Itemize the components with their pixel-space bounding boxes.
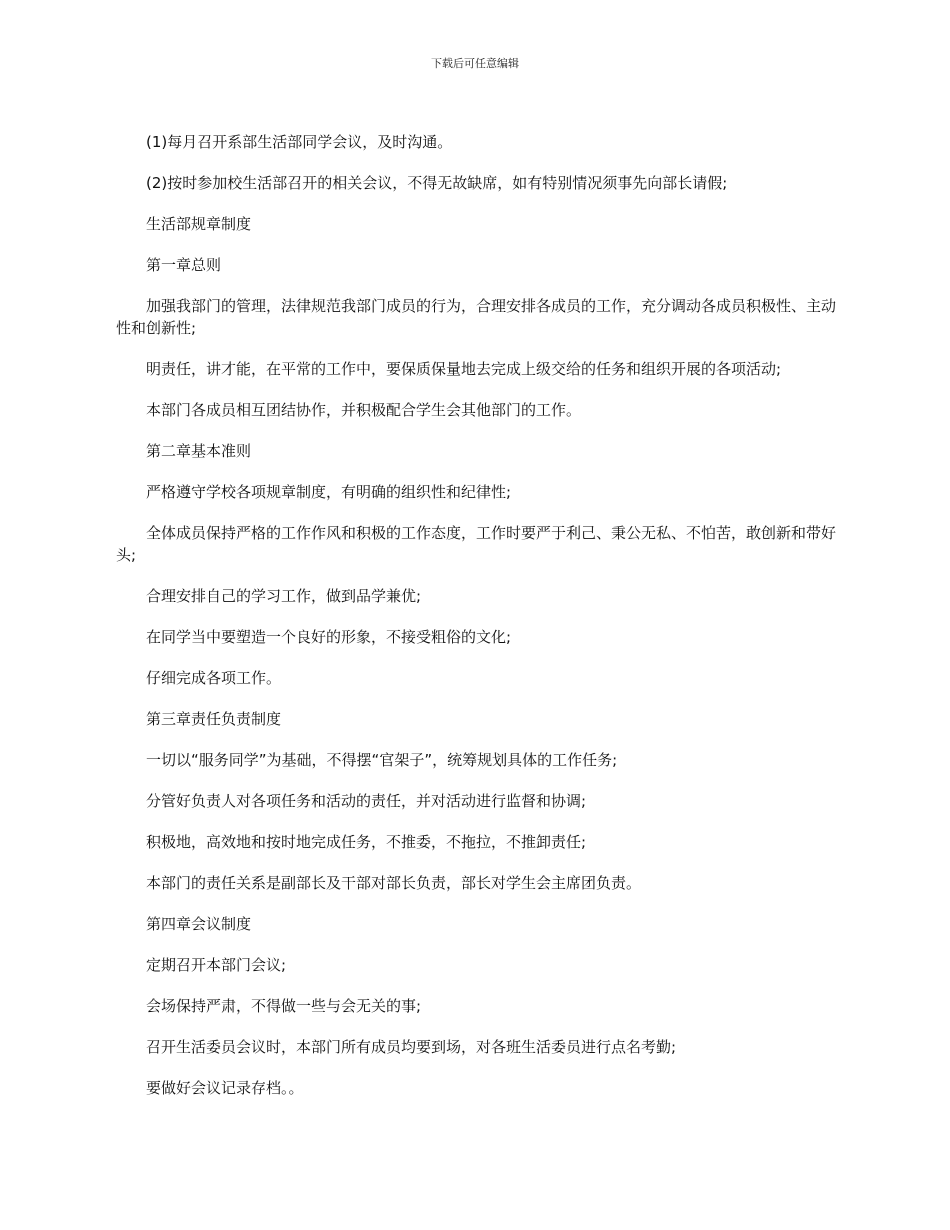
paragraph-20: 定期召开本部门会议; bbox=[146, 956, 287, 974]
paragraph-5: 加强我部门的管理，法律规范我部门成员的行为，合理安排各成员的工作，充分调动各成员积极性、主动性和创新性; bbox=[116, 297, 837, 337]
paragraph-7: 本部门各成员相互团结协作，并积极配合学生会其他部门的工作。 bbox=[146, 401, 582, 419]
paragraph-11: 合理安排自己的学习工作，做到品学兼优; bbox=[146, 587, 422, 605]
paragraph-2: (2)按时参加校生活部召开的相关会议，不得无故缺席，如有特别情况须事先向部长请假; bbox=[146, 174, 728, 192]
paragraph-23: 要做好会议记录存档。。 bbox=[146, 1079, 304, 1097]
chapter-2-heading: 第二章基本准则 bbox=[146, 442, 252, 460]
paragraph-12: 在同学当中要塑造一个良好的形象，不接受粗俗的文化; bbox=[146, 628, 512, 646]
paragraph-1: (1)每月召开系部生活部同学会议，及时沟通。 bbox=[146, 133, 453, 151]
paragraph-17: 积极地，高效地和按时地完成任务，不推委，不拖拉，不推卸责任; bbox=[146, 833, 587, 851]
page-header-note: 下载后可任意编辑 bbox=[431, 57, 519, 70]
paragraph-6: 明责任，讲才能，在平常的工作中，要保质保量地去完成上级交给的任务和组织开展的各项活动; bbox=[146, 360, 782, 378]
paragraph-18: 本部门的责任关系是副部长及干部对部长负责，部长对学生会主席团负责。 bbox=[146, 874, 642, 892]
section-title-rules: 生活部规章制度 bbox=[146, 215, 252, 233]
paragraph-10: 全体成员保持严格的工作作风和积极的工作态度，工作时要严于利己、秉公无私、不怕苦，敢创新和带好头; bbox=[116, 524, 837, 564]
paragraph-21: 会场保持严肃，不得做一些与会无关的事; bbox=[146, 997, 422, 1015]
paragraph-13: 仔细完成各项工作。 bbox=[146, 669, 282, 687]
chapter-4-heading: 第四章会议制度 bbox=[146, 915, 252, 933]
paragraph-16: 分管好负责人对各项任务和活动的责任，并对活动进行监督和协调; bbox=[146, 792, 587, 810]
paragraph-15: 一切以“服务同学”为基础，不得摆“官架子”，统筹规划具体的工作任务; bbox=[146, 751, 618, 769]
paragraph-9: 严格遵守学校各项规章制度，有明确的组织性和纪律性; bbox=[146, 483, 512, 501]
paragraph-22: 召开生活委员会议时，本部门所有成员均要到场，对各班生活委员进行点名考勤; bbox=[146, 1038, 677, 1056]
document-body bbox=[116, 131, 836, 1118]
chapter-3-heading: 第三章责任负责制度 bbox=[146, 710, 282, 728]
chapter-1-heading: 第一章总则 bbox=[146, 256, 222, 274]
